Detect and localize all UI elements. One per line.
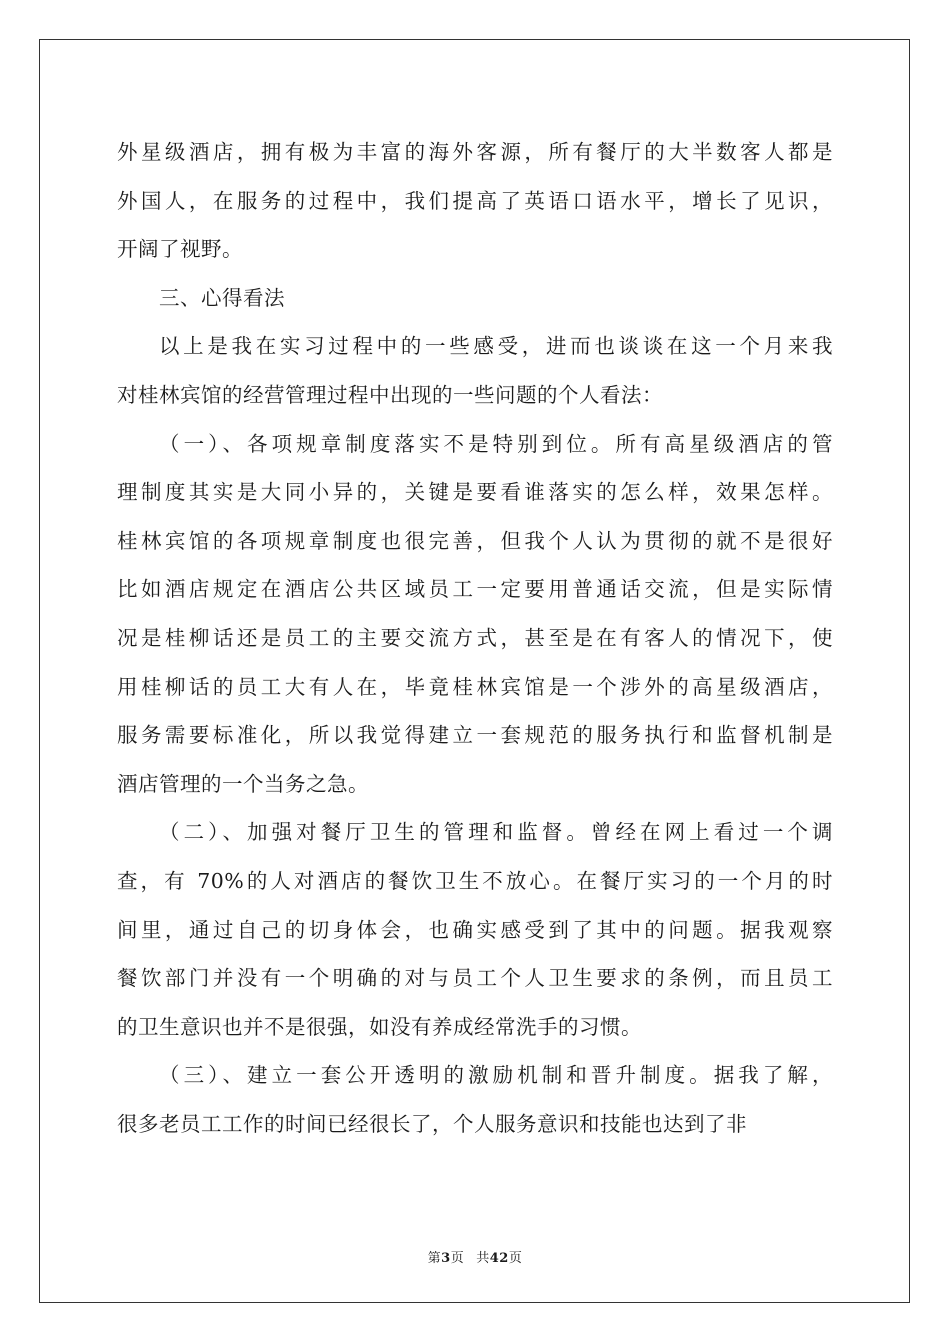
paragraph [117,808,833,1051]
text-line: 况是桂柳话还是员工的主要交流方式，甚至是在有客人的情况下，使 [117,625,833,650]
text-line: 间里，通过自己的切身体会，也确实感受到了其中的问题。据我观察 [117,917,833,942]
footer-page-suffix: 页 [450,1251,465,1266]
paragraph [117,274,833,323]
text-line: （一）、各项规章制度落实不是特别到位。所有高星级酒店的管 [159,431,833,456]
text-line: 理制度其实是大同小异的，关键是要看谁落实的怎么样，效果怎样。 [117,480,833,505]
text-line: 开阔了视野。 [117,237,243,262]
page-footer [0,1247,950,1266]
document-body [117,128,833,1148]
text-line: 以上是我在实习过程中的一些感受，进而也谈谈在这一个月来我 [159,334,833,359]
text-line: 对桂林宾馆的经营管理过程中出现的一些问题的个人看法： [117,382,663,407]
text-line: 的卫生意识也并不是很强，如没有养成经常洗手的习惯。 [117,1014,642,1039]
footer-total-suffix: 页 [508,1251,523,1266]
paragraph [117,1051,833,1148]
paragraph [117,322,833,419]
text-line: 服务需要标准化，所以我觉得建立一套规范的服务执行和监督机制是 [117,723,833,748]
text-line: 外星级酒店，拥有极为丰富的海外客源，所有餐厅的大半数客人都是 [117,140,833,164]
paragraph [117,420,833,809]
paragraph [117,128,833,274]
text-line: 很多老员工工作的时间已经很长了，个人服务意识和技能也达到了非 [117,1111,747,1136]
footer-page-prefix: 第 [427,1251,442,1266]
text-line: （二）、加强对餐厅卫生的管理和监督。曾经在网上看过一个调 [159,820,833,845]
text-line: 外国人，在服务的过程中，我们提高了英语口语水平，增长了见识， [117,188,833,213]
text-line: 餐饮部门并没有一个明确的对与员工个人卫生要求的条例，而且员工 [117,966,833,991]
text-line: 三、心得看法 [159,285,285,310]
text-line: （三）、建立一套公开透明的激励机制和晋升制度。据我了解， [159,1063,833,1088]
text-line: 比如酒店规定在酒店公共区域员工一定要用普通话交流，但是实际情 [117,577,833,602]
text-line: 桂林宾馆的各项规章制度也很完善，但我个人认为贯彻的就不是很好 [117,528,833,553]
footer-page-number: 3 [441,1251,451,1266]
text-line: 查，有 70%的人对酒店的餐饮卫生不放心。在餐厅实习的一个月的时 [117,868,833,893]
text-line: 用桂柳话的员工大有人在，毕竟桂林宾馆是一个涉外的高星级酒店， [117,674,833,699]
footer-total-prefix: 共 [476,1251,490,1266]
text-line: 酒店管理的一个当务之急。 [117,771,369,796]
footer-total-pages: 42 [489,1251,509,1266]
